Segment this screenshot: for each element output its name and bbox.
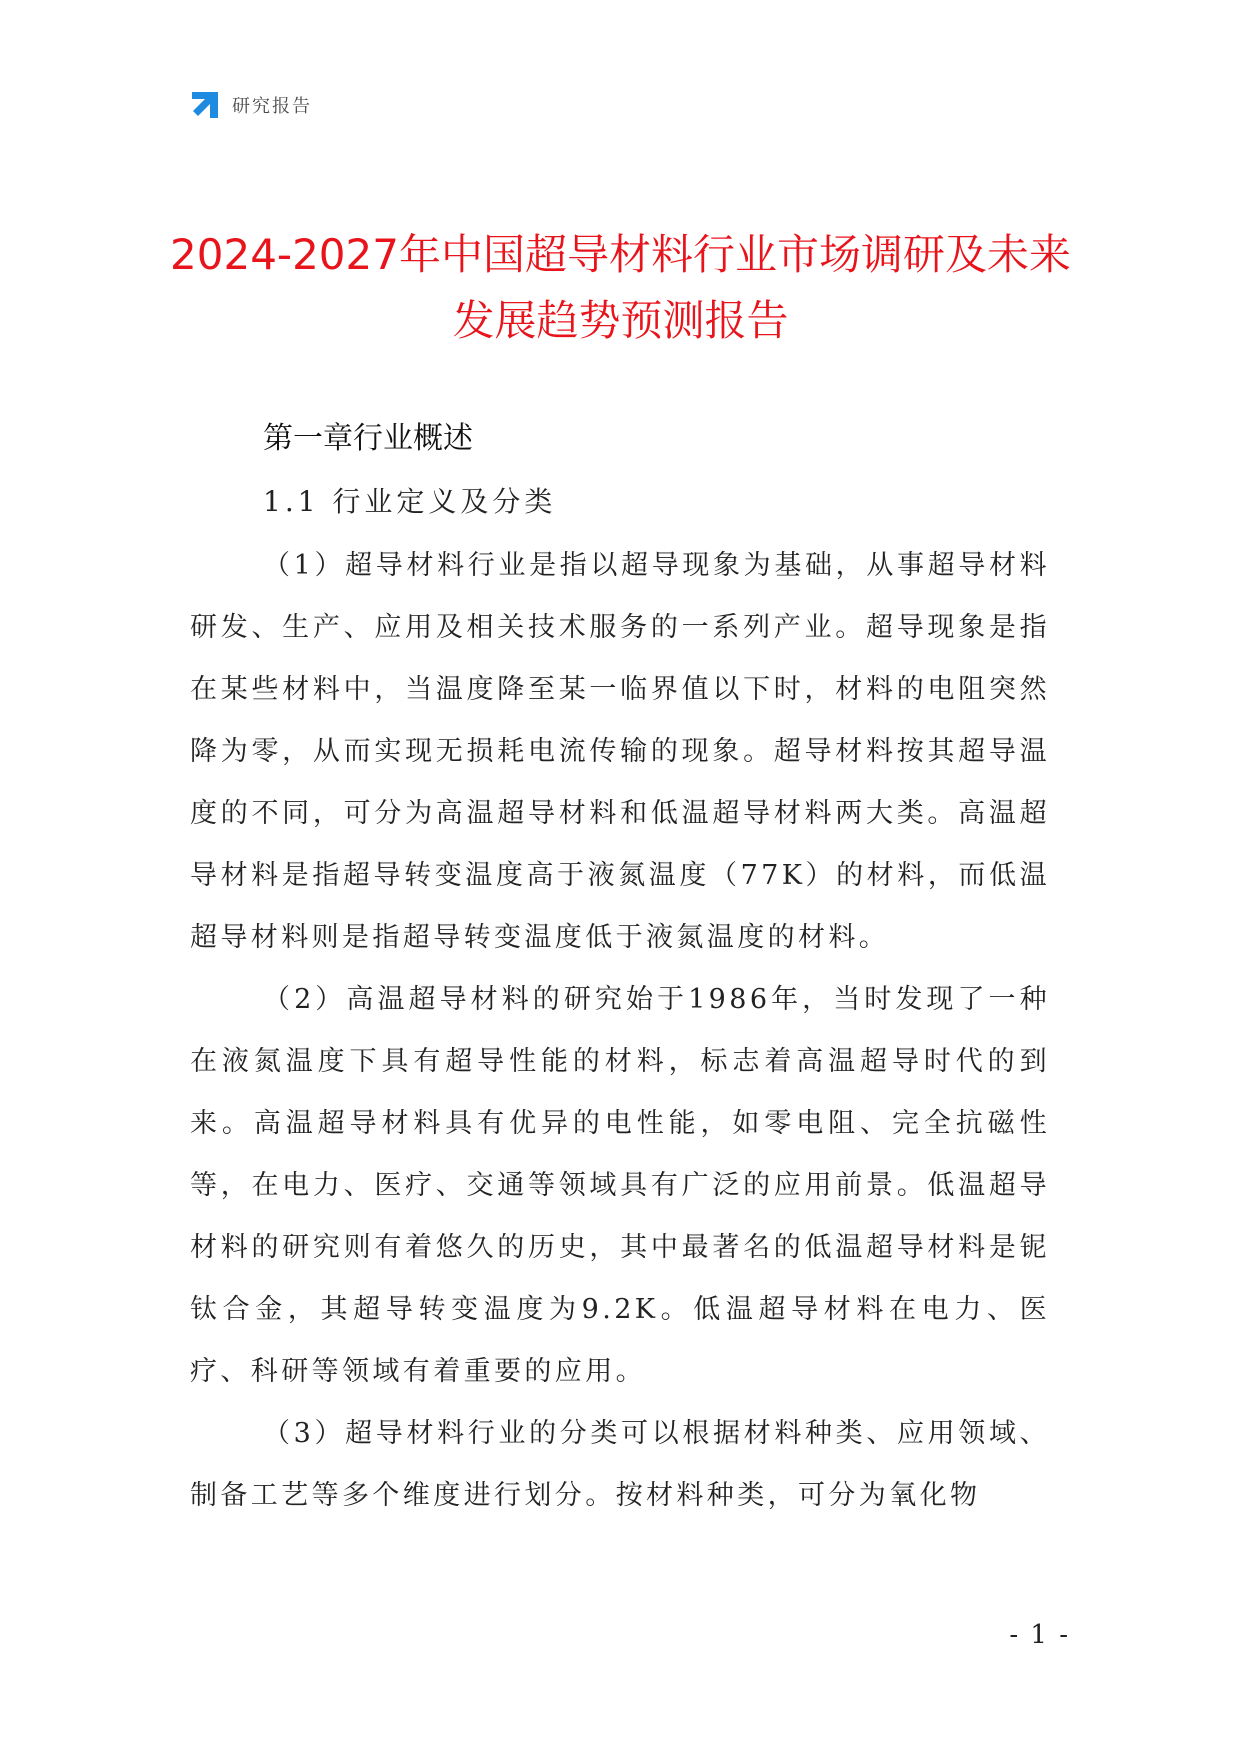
arrow-up-right-icon [188,88,222,122]
header-label: 研究报告 [232,96,312,117]
section-heading: 1.1 行业定义及分类 [263,485,557,518]
body-paragraph: （3）超导材料行业的分类可以根据材料种类、应用领域、制备工艺等多个维度进行划分。按材料种类，可分为氧化物 [190,1418,1050,1511]
page-number: - 1 - [1009,1620,1070,1650]
document-body [190,535,1050,1527]
chapter-heading: 第一章行业概述 [263,421,473,456]
page-title: 2024-2027年中国超导材料行业市场调研及未来发展趋势预测报告 [170,230,1071,345]
body-paragraph: （1）超导材料行业是指以超导现象为基础，从事超导材料研发、生产、应用及相关技术服务的一系列产业。超导现象是指在某些材料中，当温度降至某一临界值以下时，材料的电阻突然降为零，从而实现无损耗电流传输的现象。超导材料按其超导温度的不同，可分为高温超导材料和低温超导材料两大类。高温超导材料是指超导转变温度高于液氮温度（77K）的材料，而低温超导材料则是指超导转变温度低于液氮温度的材料。 [190,550,1050,953]
body-paragraph: （2）高温超导材料的研究始于1986年，当时发现了一种在液氮温度下具有超导性能的材料，标志着高温超导时代的到来。高温超导材料具有优异的电性能，如零电阻、完全抗磁性等，在电力、医疗、交通等领域具有广泛的应用前景。低温超导材料的研究则有着悠久的历史，其中最著名的低温超导材料是铌钛合金，其超导转变温度为9.2K。低温超导材料在电力、医疗、科研等领域有着重要的应用。 [190,984,1050,1387]
report-header [188,88,312,122]
